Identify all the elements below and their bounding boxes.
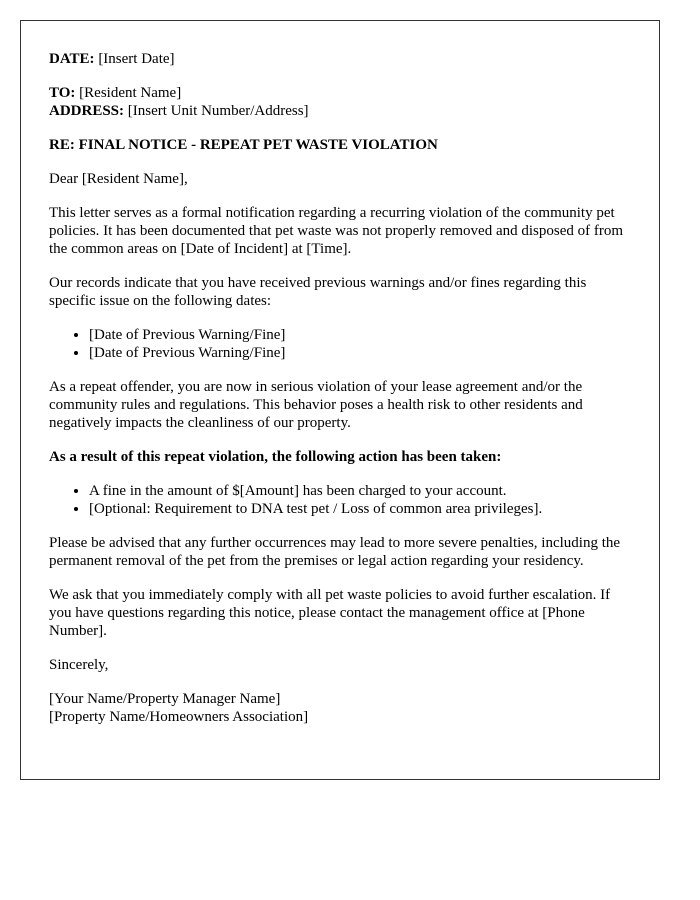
list-item: • [Optional: Requirement to DNA test pet / Loss of common area privileges]. xyxy=(89,500,631,518)
paragraph-notification: This letter serves as a formal notification regarding a recurring violation of the community pet policies. It has been documented that pet waste was not properly removed and disposed of from the common areas on [Date of Incident] at [Time]. xyxy=(49,205,624,257)
action-heading: As a result of this repeat violation, the following action has been taken: xyxy=(49,449,502,465)
sign-off: Sincerely, xyxy=(49,657,109,673)
to-line xyxy=(49,84,631,102)
list-item: • [Date of Previous Warning/Fine] xyxy=(89,344,631,362)
paragraph-repeat-offender: As a repeat offender, you are now in serious violation of your lease agreement and/or the community rules and regulations. This behavior poses a health risk to other residents and negatively impacts the cleanliness of our property. xyxy=(49,379,583,431)
paragraph-advisory: Please be advised that any further occurrences may lead to more severe penalties, including the permanent removal of the pet from the premises or legal action regarding your residency. xyxy=(49,535,621,569)
to-label: TO: xyxy=(49,85,76,101)
address-label: ADDRESS: xyxy=(49,103,125,119)
previous-dates-list xyxy=(49,326,631,362)
paragraph-comply: We ask that you immediately comply with all pet waste policies to avoid further escalation. If you have questions regarding this notice, please contact the management office at [Phone Number]. xyxy=(49,587,611,639)
list-item: • [Date of Previous Warning/Fine] xyxy=(89,326,631,344)
actions-list xyxy=(49,482,631,518)
letter xyxy=(20,20,660,780)
date-line xyxy=(49,50,631,68)
address-value: [Insert Unit Number/Address] xyxy=(127,103,309,119)
signer-name: [Your Name/Property Manager Name] xyxy=(49,691,281,707)
list-item: • A fine in the amount of $[Amount] has been charged to your account. xyxy=(89,482,631,500)
date-value: [Insert Date] xyxy=(98,51,175,67)
to-value: [Resident Name] xyxy=(79,85,182,101)
subject-line: RE: FINAL NOTICE - REPEAT PET WASTE VIOLATION xyxy=(49,137,438,153)
date-label: DATE: xyxy=(49,51,95,67)
address-line xyxy=(49,102,631,120)
paragraph-records: Our records indicate that you have received previous warnings and/or fines regarding this specific issue on the following dates: xyxy=(49,275,587,309)
signer-organization: [Property Name/Homeowners Association] xyxy=(49,709,309,725)
salutation: Dear [Resident Name], xyxy=(49,171,188,187)
